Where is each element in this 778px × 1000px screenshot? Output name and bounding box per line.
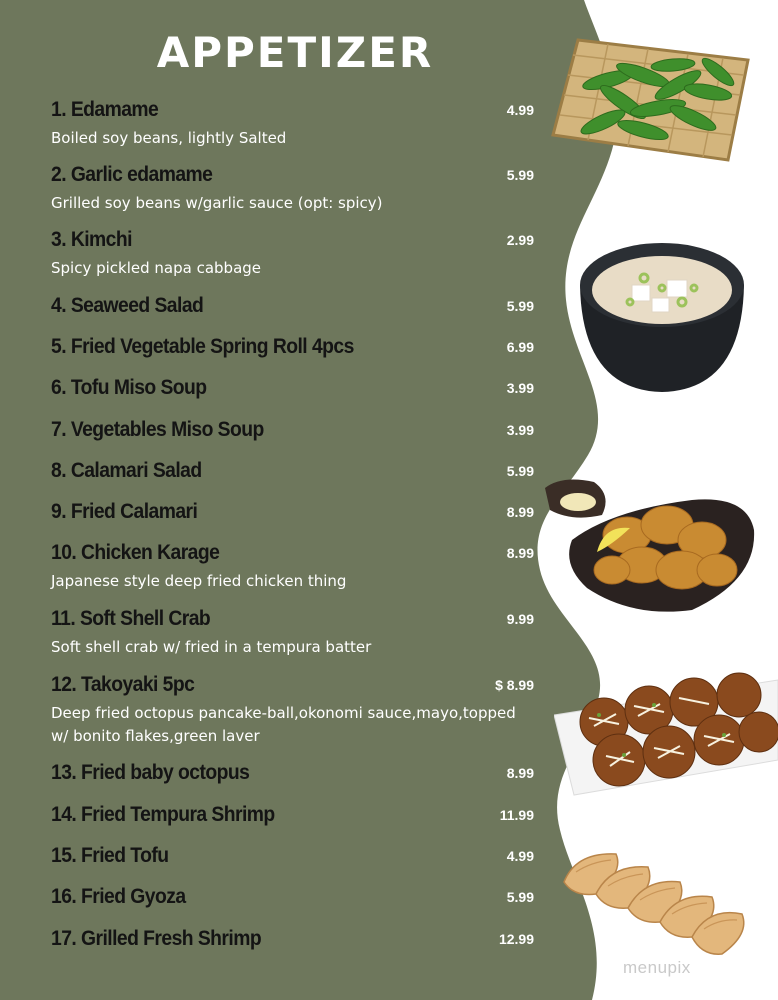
menu-item-name: 9. Fried Calamari [51, 500, 198, 523]
takoyaki-plate-photo [554, 660, 778, 800]
menu-item-price: 8.99 [506, 504, 534, 520]
menu-item-price: $ 8.99 [495, 677, 534, 693]
menu-item-name: 6. Tofu Miso Soup [51, 376, 207, 399]
gyoza-photo [556, 842, 756, 977]
menu-item [51, 761, 536, 787]
menu-item [51, 459, 536, 485]
menu-item-price: 3.99 [506, 422, 534, 438]
menu-item-price: 11.99 [499, 807, 534, 823]
menu-item [51, 673, 536, 748]
menu-item [51, 500, 536, 526]
menu-item [51, 228, 536, 280]
menu-item-price: 8.99 [506, 765, 534, 781]
menu-item-description: Soft shell crab w/ fried in a tempura batter [51, 638, 372, 656]
menu-item-name: 14. Fried Tempura Shrimp [51, 803, 275, 826]
menu-item-description: Boiled soy beans, lightly Salted [51, 129, 287, 147]
menu-item-description: Japanese style deep fried chicken thing [51, 572, 347, 590]
menu-title: APPETIZER [156, 28, 434, 77]
watermark: menupix [623, 958, 691, 977]
menu-item [51, 163, 536, 215]
menu-item-price: 8.99 [506, 545, 534, 561]
menu-item-description: Spicy pickled napa cabbage [51, 259, 262, 277]
menu-item [51, 376, 536, 402]
edamame-basket-photo [548, 30, 758, 165]
menu-item-name: 13. Fried baby octopus [51, 761, 250, 784]
chicken-karage-plate-photo [542, 470, 760, 620]
menu-item-name: 11. Soft Shell Crab [51, 607, 211, 630]
menu-item-name: 5. Fried Vegetable Spring Roll 4pcs [51, 335, 354, 358]
menu-item-name: 12. Takoyaki 5pc [51, 673, 195, 696]
menu-item [51, 541, 536, 593]
menu-item-name: 8. Calamari Salad [51, 459, 202, 482]
menu-item-name: 15. Fried Tofu [51, 844, 169, 867]
menu-item-price: 9.99 [506, 611, 534, 627]
menu-item-price: 3.99 [506, 380, 534, 396]
miso-soup-bowl-photo [572, 230, 752, 400]
menu-item-price: 5.99 [506, 298, 534, 314]
menu-item-description: Deep fried octopus pancake-ball,okonomi sauce,mayo,topped w/ bonito flakes,green laver [51, 704, 516, 745]
menu-item-price: 4.99 [506, 848, 534, 864]
menu-item-price: 5.99 [506, 463, 534, 479]
menu-item-price: 6.99 [506, 339, 534, 355]
menu-item [51, 335, 536, 361]
menu-item [51, 418, 536, 444]
menu-item-price: 4.99 [506, 102, 534, 118]
menu-item-name: 17. Grilled Fresh Shrimp [51, 927, 262, 950]
menu-item-name: 4. Seaweed Salad [51, 294, 204, 317]
menu-item-price: 5.99 [506, 167, 534, 183]
menu-item-price: 2.99 [506, 232, 534, 248]
menu-item-description: Grilled soy beans w/garlic sauce (opt: spicy) [51, 194, 383, 212]
menu-item-price: 12.99 [498, 931, 534, 947]
menu-item [51, 294, 536, 320]
menu-item-name: 16. Fried Gyoza [51, 885, 186, 908]
menu-item [51, 927, 536, 953]
menu-item-name: 7. Vegetables Miso Soup [51, 418, 264, 441]
menu-item-name: 1. Edamame [51, 98, 159, 121]
menu-item [51, 607, 536, 659]
menu-item [51, 885, 536, 911]
menu-item-name: 10. Chicken Karage [51, 541, 220, 564]
menu-item-price: 5.99 [506, 889, 534, 905]
menu-item [51, 803, 536, 829]
menu-item [51, 98, 536, 150]
menu-item-name: 2. Garlic edamame [51, 163, 213, 186]
menu-item [51, 844, 536, 870]
menu-item-name: 3. Kimchi [51, 228, 132, 251]
